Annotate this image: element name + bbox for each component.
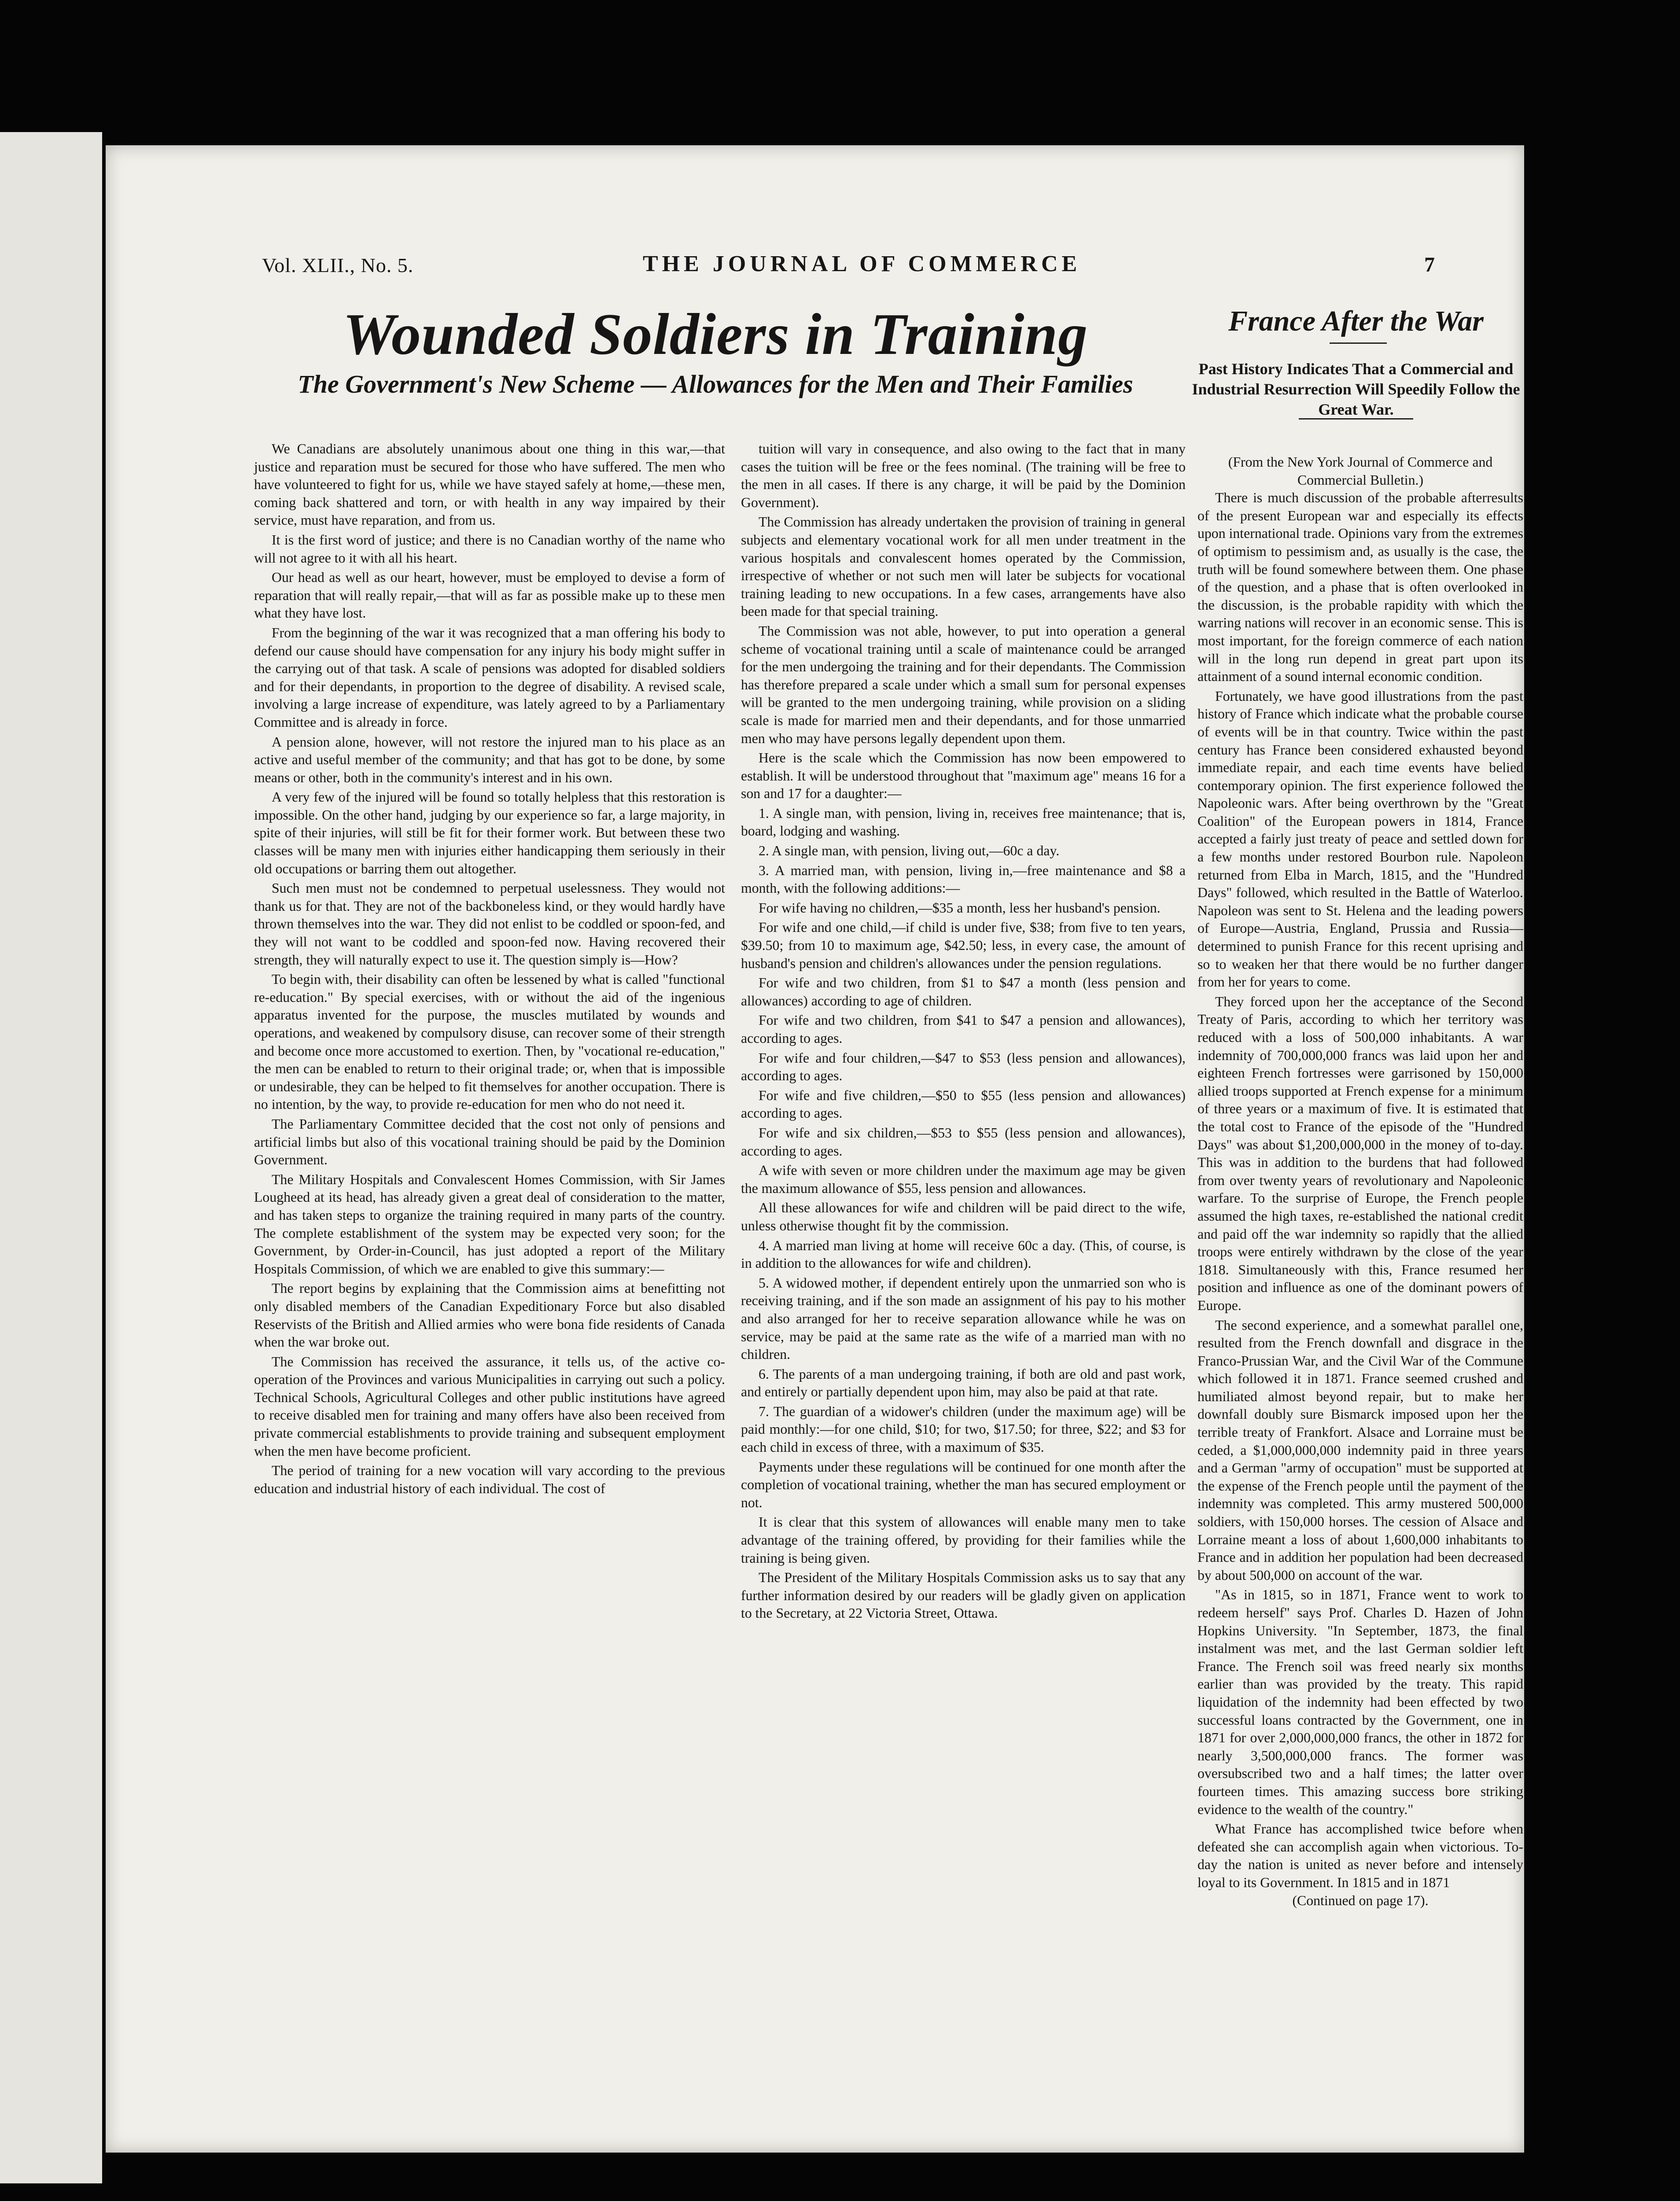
paragraph: 5. A widowed mother, if dependent entirely upon the unmarried son who is receiving training, and if the son made an assignment of his pay to his mother and also arranged for her to receive separation allowance while he was on service, may be paid at the same rate as the wife of a married man with no children. — [741, 1275, 1186, 1362]
paragraph: The second experience, and a somewhat parallel one, resulted from the French downfall and disgrace in the Franco-Prussian War, and the Civil War of the Commune which followed it in 1871. France seemed crushed and humiliated almost beyond repair, but to make her downfall doubly sure Bismarck imposed upon her the terrible treaty of Frankfort. Alsace and Lorraine must be ceded, a $1,000,000,000 indemnity paid in three years and a German "army of occupation" must be supported at the expense of the French people until the payment of the indemnity was completed. This army mustered 500,000 soldiers, with 150,000 horses. The cession of Alsace and Lorraine meant a loss of about 1,600,000 inhabitants to France and in addition her population had been decreased by about 500,000 on account of the war. — [1197, 1317, 1523, 1583]
paragraph: The report begins by explaining that the Commission aims at benefitting not only disabled members of the Canadian Expeditionary Force but also disabled Reservists of the British and Allied armies who were bona fide residents of Canada when the war broke out. — [254, 1281, 725, 1350]
paragraph: For wife and five children,—$50 to $55 (less pension and allowances) according to ages. — [741, 1087, 1186, 1121]
paragraph: The Commission was not able, however, to put into operation a general scheme of vocational training until a scale of maintenance could be arranged for the men undergoing the training and for their dependants. The Commission has therefore prepared a scale under which a small sum for personal expenses will be granted to the men undergoing training, while provision on a sliding scale is made for married men and their dependants, and for those unmarried men who may have persons legally dependent upon them. — [741, 623, 1186, 746]
article-source: (From the New York Journal of Commerce and Commercial Bulletin.) — [1228, 454, 1493, 488]
paragraph: The Parliamentary Committee decided that the cost not only of pensions and artificial limbs but also of this vocational training should be paid by the Dominion Government. — [254, 1116, 725, 1168]
side-article-subtitle: Past History Indicates That a Commercial and Industrial Resurrection Will Speedily Follow the Great War. — [1192, 360, 1520, 418]
paragraph: A very few of the injured will be found so totally helpless that this restoration is impossible. On the other hand, judging by our experience so far, a large majority, in spite of their injuries, will still be fit for their former work. But between these two classes will be many men with injuries either handicapping them seriously in their old occupations or barring them out altogether. — [254, 789, 725, 876]
paragraph: There is much discussion of the probable afterresults of the present European war and especially its effects upon international trade. Opinions vary from the extremes of optimism to pessimism and, as usually is the case, the truth will be found somewhere between them. One phase of the question, and a phase that is often overlooked in the discussion, is the probable rapidity with which the warring nations will recover in an economic sense. This is most important, for the foreign commerce of each nation will in the long run depend in great part upon its attainment of a sound internal economic condition. — [1197, 490, 1523, 685]
side-article-body — [1197, 489, 1523, 1892]
paragraph: From the beginning of the war it was recognized that a man offering his body to defend our cause should have compensation for any injury his body might suffer in the carrying out of that task. A scale of pensions was adopted for disabled soldiers and for their dependants, in proportion to the degree of disability. A revised scale, involving a large increase of expenditure, was lately agreed to by a Parliamentary Committee and is already in force. — [254, 625, 725, 730]
paragraph: What France has accomplished twice before when defeated she can accomplish again when victorious. To-day the nation is united as never before and intensely loyal to its Government. In 1815 and in 1871 — [1197, 1821, 1523, 1890]
newspaper-page — [106, 145, 1524, 2153]
side-article-column — [1197, 453, 1523, 1910]
paragraph: All these allowances for wife and children will be paid direct to the wife, unless otherwise thought fit by the commission. — [741, 1200, 1186, 1233]
paragraph: The Military Hospitals and Convalescent Homes Commission, with Sir James Lougheed at its head, has already given a great deal of consideration to the matter, and has taken steps to organize the training required in many parts of the country. The complete establishment of the system may be expected very soon; for the Government, by Order-in-Council, has just adopted a report of the Military Hospitals Commission, of which we are enabled to give this summary:— — [254, 1171, 725, 1277]
paragraph: 3. A married man, with pension, living in,—free maintenance and $8 a month, with the following additions:— — [741, 862, 1186, 896]
paragraph: "As in 1815, so in 1871, France went to work to redeem herself" says Prof. Charles D. Hazen of John Hopkins University. "In September, 1873, the final instalment was met, and the last German soldier left France. The French soil was freed nearly six months earlier than was provided by the treaty. This rapid liquidation of the indemnity had been effected by two successful loans contracted by the Government, one in 1871 for over 2,000,000,000 francs, the other in 1872 for nearly 3,500,000,000 francs. The former was oversubscribed two and a half times; the latter over fourteen times. This amazing success bore striking evidence to the wealth of the country." — [1197, 1587, 1523, 1817]
title-rule — [1330, 342, 1387, 344]
continued-note: (Continued on page 17). — [1292, 1892, 1429, 1908]
paragraph: For wife and one child,—if child is under five, $38; from five to ten years, $39.50; from 10 to maximum age, $42.50; less, in every case, the amount of husband's pension and children's allowances under the pension regulations. — [741, 920, 1186, 971]
paragraph: The Commission has already undertaken the provision of training in general subjects and elementary vocational work for all men under treatment in the various hospitals and convalescent homes operated by the Commission, irrespective of whether or not such men will later be subjects for vocational training leading to new occupations. In a few cases, arrangements have also been made for that special training. — [741, 514, 1186, 619]
paragraph: tuition will vary in consequence, and also owing to the fact that in many cases the tuition will be free or the fees nominal. (The training will be free to the men in all cases. If there is any charge, it will be paid by the Dominion Government). — [741, 441, 1186, 510]
paragraph: We Canadians are absolutely unanimous about one thing in this war,—that justice and reparation must be secured for those who have suffered. The men who have volunteered to fight for us, while we have stayed safely at home,—these men, coming back shattered and torn, or with health in any way impaired by their service, must have reparation, and from us. — [254, 441, 725, 528]
paragraph: To begin with, their disability can often be lessened by what is called "functional re-education." By special exercises, with or without the aid of the ingenious apparatus invented for the purpose, the muscles mutilated by wounds and operations, and weakened by compulsory disuse, can recover some of their strength and become once more accustomed to exertion. Then, by "vocational re-education," the men can be enabled to return to their original trade; or, when that is impossible or undesirable, they can be helped to fit themselves for another occupation. There is no intention, by the way, to provide re-education for men who do not need it. — [254, 972, 725, 1112]
paragraph: 7. The guardian of a widower's children (under the maximum age) will be paid monthly:—for one child, $10; for two, $17.50; for three, $22; and $3 for each child in excess of three, with a maximum of $35. — [741, 1403, 1186, 1455]
main-article-column-2 — [741, 440, 1186, 1623]
main-article-subtitle: The Government's New Scheme — Allowances for the Men and Their Families — [298, 370, 1133, 398]
paragraph: 4. A married man living at home will receive 60c a day. (This, of course, is in addition to the allowances for wife and children). — [741, 1237, 1186, 1271]
paragraph: For wife and two children, from $1 to $47 a month (less pension and allowances) according to age of children. — [741, 975, 1186, 1008]
paragraph: For wife having no children,—$35 a month, less her husband's pension. — [759, 900, 1161, 916]
paragraph: For wife and four children,—$47 to $53 (less pension and allowances), according to ages. — [741, 1050, 1186, 1084]
paragraph: 6. The parents of a man undergoing training, if both are old and past work, and entirely or partially dependent upon him, may also be paid at that rate. — [741, 1366, 1186, 1400]
paragraph: They forced upon her the acceptance of the Second Treaty of Paris, according to which her territory was reduced with a loss of 500,000 inhabitants. A war indemnity of 700,000,000 francs was laid upon her and eighteen French fortresses were garrisoned by 150,000 allied troops supported at French expense for a minimum of three years or a maximum of five. It is estimated that the total cost to France of the episode of the "Hundred Days" was about $1,200,000,000 in the money of to-day. This was in addition to the burdens that had followed from over twenty years of revolutionary and Napoleonic warfare. To the surprise of Europe, the French people assumed the high taxes, re-established the national credit and paid off the war indemnity so rapidly that the allied troops were entirely withdrawn by the close of the year 1818. Simultaneously with this, France resumed her position and influence as one of the dominant powers of Europe. — [1197, 994, 1523, 1313]
paragraph: For wife and two children, from $41 to $47 a pension and allowances), according to ages. — [741, 1012, 1186, 1046]
paragraph: For wife and six children,—$53 to $55 (less pension and allowances), according to ages. — [741, 1125, 1186, 1159]
page-number: 7 — [1424, 253, 1435, 276]
masthead: THE JOURNAL OF COMMERCE — [643, 251, 1081, 276]
paragraph: 1. A single man, with pension, living in, receives free maintenance; that is, board, lodging and washing. — [741, 805, 1186, 839]
paragraph: The period of training for a new vocation will vary according to the previous education and industrial history of each individual. The cost of — [254, 1463, 725, 1496]
side-article-title: France After the War — [1228, 305, 1484, 337]
paragraph: It is clear that this system of allowances will enable many men to take advantage of the training offered, by providing for their families while the training is being given. — [741, 1514, 1186, 1566]
paragraph: The Commission has received the assurance, it tells us, of the active co-operation of the Provinces and various Municipalities in carrying out such a policy. Technical Schools, Agricultural Colleges and other public institutions have agreed to receive disabled men for training and many offers have also been received from private commercial establishments to provide training and subsequent employment when the men have become proficient. — [254, 1354, 725, 1459]
main-article-title: Wounded Soldiers in Training — [343, 302, 1088, 367]
paragraph: It is the first word of justice; and there is no Canadian worthy of the name who will not agree to it with all his heart. — [254, 532, 725, 566]
paragraph: Fortunately, we have good illustrations from the past history of France which indicate what the probable course of events will be in that country. Twice within the past century has France been considered exhausted beyond immediate repair, and each time events have belied contemporary opinion. The first experience followed the Napoleonic wars. After being overthrown by the "Great Coalition" of the European powers in 1814, France accepted a fairly just treaty of peace and settled down for a few months under restored Bourbon rule. Napoleon returned from Elba in March, 1815, and the "Hundred Days" followed, which resulted in the Battle of Waterloo. Napoleon was sent to St. Helena and the leading powers of Europe—Austria, England, Prussia and Russia—determined to punish France for this recent uprising and so to weaken her that there would be no further danger from her for years to come. — [1197, 688, 1523, 990]
paragraph: 2. A single man, with pension, living out,—60c a day. — [759, 843, 1060, 859]
paragraph: Our head as well as our heart, however, must be employed to devise a form of reparation that will really repair,—that will as far as possible make up to these men what they have lost. — [254, 570, 725, 621]
paragraph: Here is the scale which the Commission has now been empowered to establish. It will be understood throughout that "maximum age" means 16 for a son and 17 for a daughter:— — [741, 750, 1186, 802]
volume-number: Vol. XLII., No. 5. — [262, 254, 414, 276]
paragraph: Such men must not be condemned to perpetual uselessness. They would not thank us for that. They are not of the backboneless kind, or they would hardly have thrown themselves into the war. They did not enlist to be coddled or spoon-fed, and they will not want to be coddled and spoon-fed now. Having recovered their strength, they will naturally expect to use it. The question simply is—How? — [254, 880, 725, 968]
paragraph: A pension alone, however, will not restore the injured man to his place as an active and useful member of the community; and that has got to be done, by some means or other, both in the community's interest and in his own. — [254, 734, 725, 785]
paragraph: The President of the Military Hospitals Commission asks us to say that any further information desired by our readers will be gladly given on application to the Secretary, at 22 Victoria Street, Ottawa. — [741, 1570, 1186, 1621]
subtitle-rule — [1299, 418, 1413, 420]
paragraph: Payments under these regulations will be continued for one month after the completion of vocational training, whether the man has secured employment or not. — [741, 1459, 1186, 1510]
main-article-column-1 — [254, 440, 725, 1498]
facing-page-edge — [0, 132, 102, 2183]
paragraph: A wife with seven or more children under the maximum age may be given the maximum allowance of $55, less pension and allowances. — [741, 1163, 1186, 1196]
